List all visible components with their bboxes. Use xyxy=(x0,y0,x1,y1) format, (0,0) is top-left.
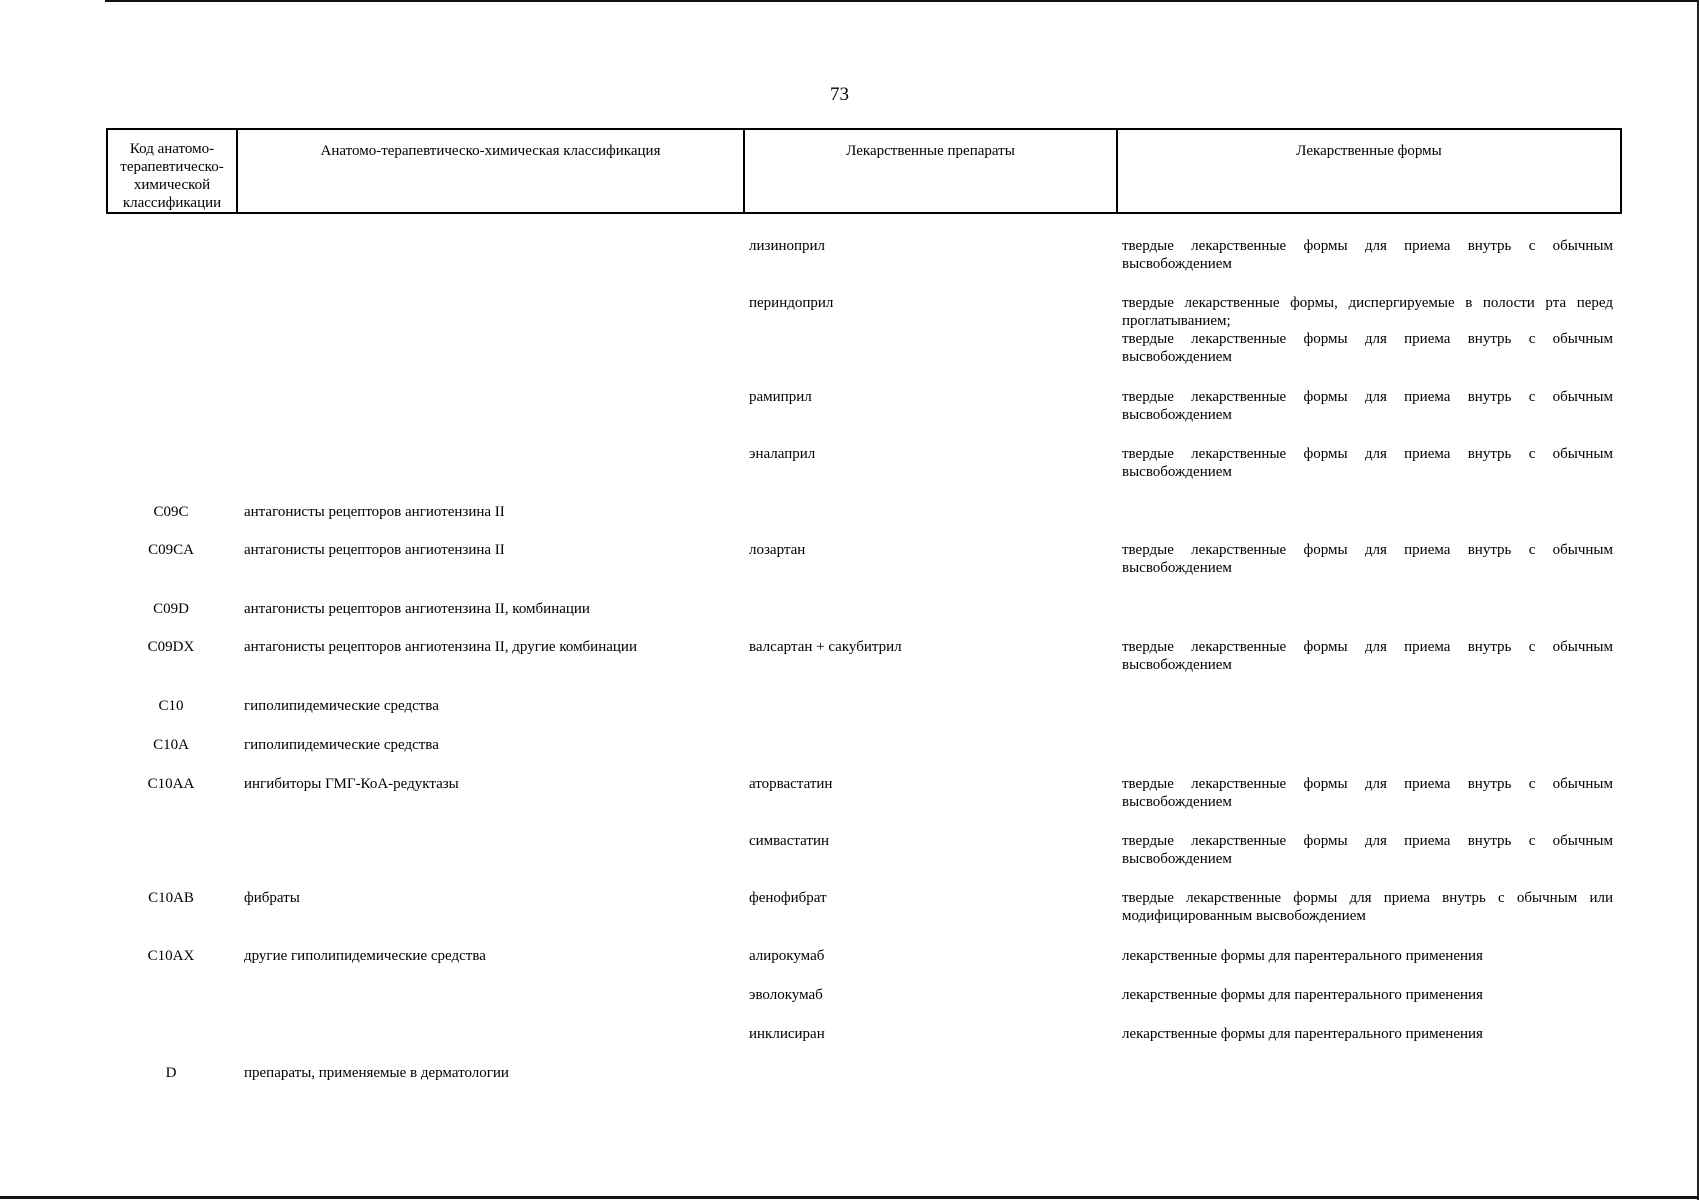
atc-code: D xyxy=(165,1065,177,1081)
drug-name: рамиприл xyxy=(749,389,812,405)
dosage-form-item: твердые лекарственные формы для приема внутрь с обычным высвобождением xyxy=(1122,542,1613,576)
atc-classification: антагонисты рецепторов ангиотензина II xyxy=(244,542,505,558)
dosage-form-item: твердые лекарственные формы для приема внутрь с обычным высвобождением xyxy=(1122,389,1613,423)
scan-edge-bottom xyxy=(0,1196,1699,1199)
dosage-form-item: лекарственные формы для парентерального применения xyxy=(1122,1026,1483,1042)
drug-name: периндоприл xyxy=(749,295,834,311)
atc-classification: фибраты xyxy=(244,890,300,906)
dosage-forms xyxy=(1122,986,1613,1004)
dosage-forms xyxy=(1122,541,1613,577)
drug-name: аторвастатин xyxy=(749,776,833,792)
drug-name: эволокумаб xyxy=(749,987,823,1003)
atc-classification: антагонисты рецепторов ангиотензина II xyxy=(244,504,505,520)
drug-name: инклисиран xyxy=(749,1026,825,1042)
dosage-forms xyxy=(1122,1025,1613,1043)
dosage-forms xyxy=(1122,445,1613,481)
atc-classification: препараты, применяемые в дерматологии xyxy=(244,1065,509,1081)
drug-name: фенофибрат xyxy=(749,890,827,906)
atc-code: C09C xyxy=(153,504,189,520)
dosage-form-item: твердые лекарственные формы для приема внутрь с обычным высвобождением xyxy=(1122,238,1613,272)
header-code: Код анатомо-терапевтическо-химической классификации xyxy=(107,129,237,213)
atc-classification: другие гиполипидемические средства xyxy=(244,948,486,964)
drug-name: валсартан + сакубитрил xyxy=(749,639,902,655)
atc-code: C09DX xyxy=(147,639,195,655)
drug-name: симвастатин xyxy=(749,833,829,849)
atc-classification: антагонисты рецепторов ангиотензина II, комбинации xyxy=(244,601,590,617)
header-drugs: Лекарственные препараты xyxy=(744,129,1117,213)
atc-classification: антагонисты рецепторов ангиотензина II, другие комбинации xyxy=(244,639,637,655)
drug-name: лизиноприл xyxy=(749,238,826,254)
atc-code: C10 xyxy=(158,698,184,714)
dosage-form-item: твердые лекарственные формы, диспергируемые в полости рта перед проглатыванием; xyxy=(1122,295,1613,329)
atc-code: C09CA xyxy=(148,542,194,558)
atc-code: C10A xyxy=(153,737,189,753)
header-forms: Лекарственные формы xyxy=(1117,129,1621,213)
dosage-form-item: твердые лекарственные формы для приема внутрь с обычным высвобождением xyxy=(1122,833,1613,867)
table-header xyxy=(106,128,1622,214)
atc-classification: ингибиторы ГМГ-КоА-редуктазы xyxy=(244,776,459,792)
header-classification: Анатомо-терапевтическо-химическая классификация xyxy=(237,129,744,213)
page-number: 73 xyxy=(830,84,849,105)
drug-name: эналаприл xyxy=(749,446,816,462)
dosage-form-item: твердые лекарственные формы для приема внутрь с обычным высвобождением xyxy=(1122,639,1613,673)
dosage-forms xyxy=(1122,947,1613,965)
atc-code: C09D xyxy=(153,601,189,617)
dosage-form-item: твердые лекарственные формы для приема внутрь с обычным высвобождением xyxy=(1122,331,1613,365)
dosage-form-item: твердые лекарственные формы для приема внутрь с обычным высвобождением xyxy=(1122,446,1613,480)
atc-code: C10AA xyxy=(147,776,195,792)
atc-classification: гиполипидемические средства xyxy=(244,737,439,753)
dosage-form-item: лекарственные формы для парентерального применения xyxy=(1122,987,1483,1003)
dosage-forms xyxy=(1122,237,1613,273)
atc-classification: гиполипидемические средства xyxy=(244,698,439,714)
dosage-form-item: лекарственные формы для парентерального применения xyxy=(1122,948,1483,964)
dosage-forms xyxy=(1122,638,1613,674)
drug-name: лозартан xyxy=(749,542,806,558)
drug-name: алирокумаб xyxy=(749,948,825,964)
scan-edge-top xyxy=(105,0,1699,2)
dosage-forms xyxy=(1122,294,1613,366)
dosage-forms xyxy=(1122,775,1613,811)
dosage-forms xyxy=(1122,832,1613,868)
dosage-form-item: твердые лекарственные формы для приема внутрь с обычным высвобождением xyxy=(1122,776,1613,810)
dosage-forms xyxy=(1122,889,1613,925)
atc-code: C10AX xyxy=(147,948,195,964)
dosage-form-item: твердые лекарственные формы для приема внутрь с обычным или модифицированным высвобождением xyxy=(1122,890,1613,924)
dosage-forms xyxy=(1122,388,1613,424)
atc-code: C10AB xyxy=(148,890,194,906)
